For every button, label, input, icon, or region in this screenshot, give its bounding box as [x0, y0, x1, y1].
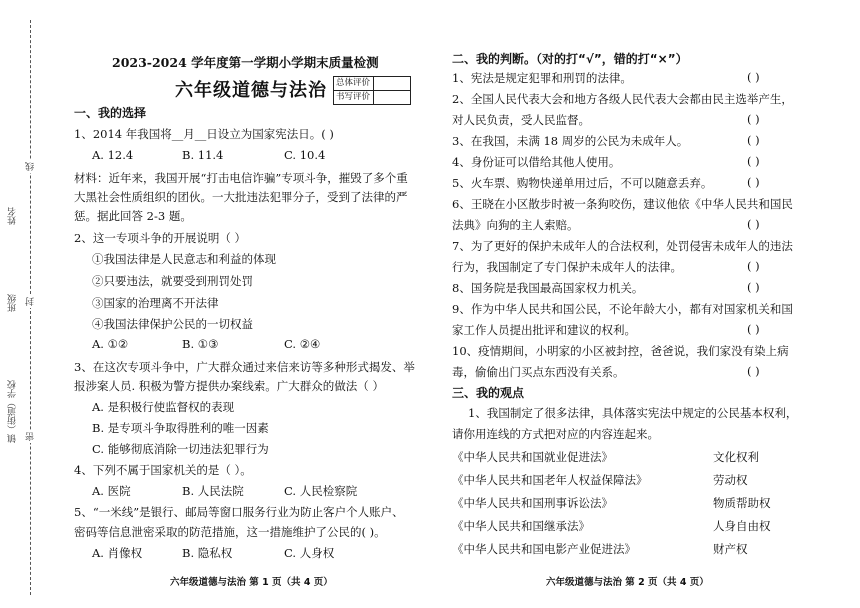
judge-line-5: 4、身份证可以借给其他人使用。: [452, 155, 621, 169]
answer-paren-2[interactable]: ( ): [747, 112, 760, 126]
material-line-3: 惩。据此回答 2-3 题。: [74, 209, 192, 223]
q1-text: 1、2014 年我国将__月__日设立为国家宪法日。( ): [74, 127, 334, 141]
answer-paren-10[interactable]: ( ): [747, 364, 760, 378]
judge-line-14: 10、疫情期间，小明家的小区被封控，爸爸说，我们家没有染上病: [452, 344, 789, 358]
q4-option-c: C. 人民检察院: [284, 484, 358, 498]
right-item-4: 人身自由权: [713, 519, 771, 533]
law-item-1: 《中华人民共和国就业促进法》: [452, 450, 613, 464]
law-item-2: 《中华人民共和国老年人权益保障法》: [452, 473, 648, 487]
q2-item-3: ③国家的治理离不开法律: [92, 296, 219, 310]
judge-line-1: 1、宪法是规定犯罪和刑罚的法律。: [452, 71, 632, 85]
q2-option-b: B. ①③: [182, 337, 219, 351]
q4-text: 4、下列不属于国家机关的是（ ）。: [74, 463, 252, 477]
q3-option-c: C. 能够彻底消除一切违法犯罪行为: [92, 442, 269, 456]
q1-option-a: A. 12.4: [92, 148, 134, 162]
q5-option-a: A. 肖像权: [92, 546, 143, 560]
material-line-2: 大黑社会性质组织的团伙。一大批违法犯罪分子，受到了法律的严: [74, 190, 408, 204]
judge-line-3: 对人民负责，受人民监督。: [452, 113, 590, 127]
q3-line-1: 3、在这次专项斗争中，广大群众通过来信来访等多种形式揭发、举: [74, 360, 415, 374]
judge-line-7: 6、王晓在小区散步时被一条狗咬伤，建议他依《中华人民共和国民: [452, 197, 793, 211]
section-view-heading: 三、我的观点: [452, 386, 525, 400]
law-item-3: 《中华人民共和国刑事诉讼法》: [452, 496, 613, 510]
q2-item-1: ①我国法律是人民意志和利益的体现: [92, 252, 276, 266]
page1-footer: 六年级道德与法治 第 1 页（共 4 页）: [170, 577, 333, 588]
judge-line-11: 8、国务院是我国最高国家权力机关。: [452, 281, 644, 295]
section-choice-heading: 一、我的选择: [74, 106, 147, 120]
law-item-4: 《中华人民共和国继承法》: [452, 519, 590, 533]
answer-paren-4[interactable]: ( ): [747, 154, 760, 168]
q1-option-c: C. 10.4: [284, 148, 326, 162]
q5-option-b: B. 隐私权: [182, 546, 233, 560]
judge-line-8: 法典》向狗的主人索赔。: [452, 218, 579, 232]
view-line-2: 请你用连线的方式把对应的内容连起来。: [452, 427, 659, 441]
q2-item-2: ②只要违法，就要受到刑罚处罚: [92, 274, 253, 288]
q3-option-a: A. 是积极行使监督权的表现: [92, 400, 235, 414]
binding-margin: [0, 0, 62, 608]
q5-line-2: 密码等信息泄密采取的防范措施，这一措施维护了公民的( )。: [74, 525, 386, 539]
score-row-writing: 书写评价: [334, 91, 410, 104]
answer-paren-8[interactable]: ( ): [747, 280, 760, 294]
right-item-3: 物质帮助权: [713, 496, 771, 510]
right-item-1: 文化权利: [713, 450, 759, 464]
judge-line-4: 3、在我国，未满 18 周岁的公民为未成年人。: [452, 134, 689, 148]
score-box: [333, 76, 411, 105]
judge-line-15: 毒，偷偷出门买点东西没有关系。: [452, 365, 625, 379]
q2-item-4: ④我国法律保护公民的一切权益: [92, 317, 253, 331]
right-item-2: 劳动权: [713, 473, 748, 487]
q2-option-c: C. ②④: [284, 337, 321, 351]
section-judge-heading: 二、我的判断。（对的打“√”，错的打“×”）: [452, 52, 688, 66]
right-item-5: 财产权: [713, 542, 748, 556]
judge-line-12: 9、作为中华人民共和国公民，不论年龄大小，都有对国家机关和国: [452, 302, 793, 316]
q5-line-1: 5、“一米线”是银行、邮局等窗口服务行业为防止客户个人账户、: [74, 505, 404, 519]
binding-class-label: 班级: [8, 294, 18, 312]
q4-option-a: A. 医院: [92, 484, 131, 498]
q1-option-b: B. 11.4: [182, 148, 224, 162]
q4-option-b: B. 人民法院: [182, 484, 244, 498]
q3-line-2: 报涉案人员. 积极为警方提供办案线索。广大群众的做法（ ）: [74, 379, 384, 393]
judge-line-6: 5、火车票、购物快递单用过后，不可以随意丢弃。: [452, 176, 713, 190]
subject-title: 六年级道德与法治: [175, 80, 327, 101]
q2-text: 2、这一专项斗争的开展说明（ ）: [74, 231, 246, 245]
answer-paren-7[interactable]: ( ): [747, 259, 760, 273]
law-item-5: 《中华人民共和国电影产业促进法》: [452, 542, 636, 556]
binding-name-label: 姓名: [8, 207, 18, 225]
answer-paren-9[interactable]: ( ): [747, 322, 760, 336]
score-row-overall: 总体评价: [334, 77, 410, 91]
judge-line-9: 7、为了更好的保护未成年人的合法权利，处罚侵害未成年人的违法: [452, 239, 793, 253]
answer-paren-3[interactable]: ( ): [747, 133, 760, 147]
q2-option-a: A. ①②: [92, 337, 129, 351]
page2-footer: 六年级道德与法治 第 2 页（共 4 页）: [546, 577, 709, 588]
answer-paren-6[interactable]: ( ): [747, 217, 760, 231]
q5-option-c: C. 人身权: [284, 546, 335, 560]
q3-option-b: B. 是专项斗争取得胜利的唯一因素: [92, 421, 269, 435]
binding-school-label: 镇（街道）学校: [8, 380, 18, 443]
answer-paren-1[interactable]: ( ): [747, 70, 760, 84]
material-line-1: 材料：近年来，我国开展“打击电信诈骗”专项斗争，摧毁了多个重: [74, 171, 408, 185]
judge-line-2: 2、全国人民代表大会和地方各级人民代表大会都由民主选举产生，: [452, 92, 793, 106]
answer-paren-5[interactable]: ( ): [747, 175, 760, 189]
exam-title: 2023-2024 学年度第一学期小学期末质量检测: [112, 55, 379, 70]
binding-xian: 线: [26, 162, 36, 171]
view-line-1: 1、我国制定了很多法律，具体落实宪法中规定的公民基本权利，: [468, 406, 798, 420]
judge-line-10: 行为，我国制定了专门保护未成年人的法律。: [452, 260, 682, 274]
binding-mi: 密: [26, 432, 36, 441]
binding-feng: 封: [26, 297, 36, 306]
judge-line-13: 家工作人员提出批评和建议的权利。: [452, 323, 636, 337]
